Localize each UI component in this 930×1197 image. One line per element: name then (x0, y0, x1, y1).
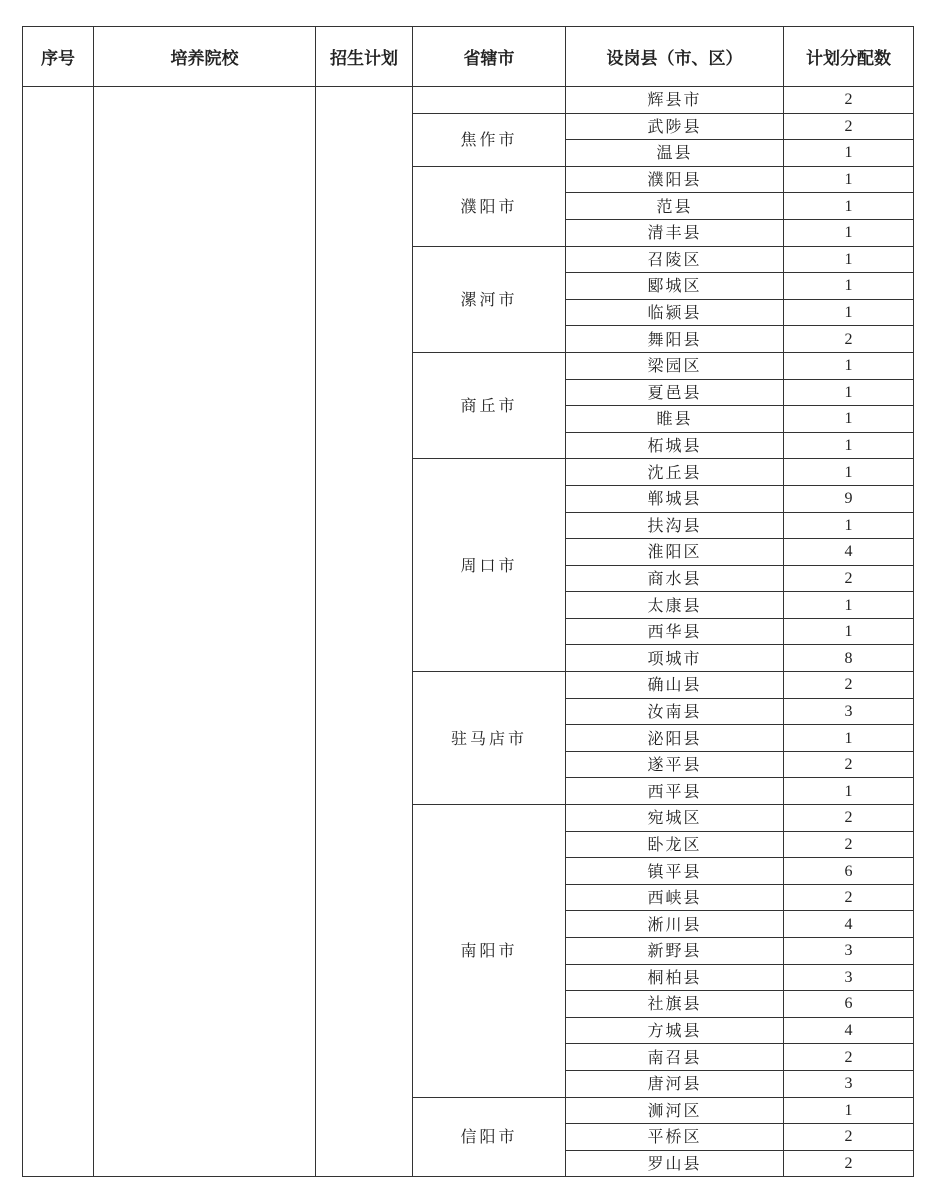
county-cell: 淮阳区 (566, 539, 784, 566)
count-cell: 1 (784, 592, 914, 619)
count-cell: 2 (784, 326, 914, 353)
count-cell: 3 (784, 964, 914, 991)
count-cell: 4 (784, 1017, 914, 1044)
county-cell: 西华县 (566, 618, 784, 645)
count-cell: 1 (784, 273, 914, 300)
count-cell: 2 (784, 884, 914, 911)
count-cell: 1 (784, 725, 914, 752)
county-cell: 西峡县 (566, 884, 784, 911)
county-cell: 淅川县 (566, 911, 784, 938)
count-cell: 9 (784, 485, 914, 512)
count-cell: 1 (784, 778, 914, 805)
county-cell: 临颍县 (566, 299, 784, 326)
count-cell: 2 (784, 1124, 914, 1151)
county-cell: 罗山县 (566, 1150, 784, 1177)
count-cell: 4 (784, 911, 914, 938)
count-cell: 1 (784, 1097, 914, 1124)
count-cell: 3 (784, 1070, 914, 1097)
header-school: 培养院校 (94, 27, 316, 87)
county-cell: 社旗县 (566, 991, 784, 1018)
county-cell: 平桥区 (566, 1124, 784, 1151)
count-cell: 1 (784, 352, 914, 379)
county-cell: 武陟县 (566, 113, 784, 140)
count-cell: 1 (784, 459, 914, 486)
count-cell: 2 (784, 565, 914, 592)
county-cell: 温县 (566, 140, 784, 167)
city-cell (413, 87, 566, 114)
header-county: 设岗县（市、区） (566, 27, 784, 87)
county-cell: 清丰县 (566, 219, 784, 246)
county-cell: 桐柏县 (566, 964, 784, 991)
table-row (23, 87, 914, 114)
header-plan: 招生计划 (316, 27, 413, 87)
count-cell: 1 (784, 140, 914, 167)
count-cell: 1 (784, 166, 914, 193)
city-cell: 南阳市 (413, 805, 566, 1098)
allocation-table (22, 26, 914, 1177)
county-cell: 舞阳县 (566, 326, 784, 353)
county-cell: 宛城区 (566, 805, 784, 832)
county-cell: 商水县 (566, 565, 784, 592)
count-cell: 1 (784, 379, 914, 406)
count-cell: 1 (784, 193, 914, 220)
city-cell: 信阳市 (413, 1097, 566, 1177)
county-cell: 辉县市 (566, 87, 784, 114)
count-cell: 6 (784, 858, 914, 885)
city-cell: 漯河市 (413, 246, 566, 352)
header-row (23, 27, 914, 87)
county-cell: 西平县 (566, 778, 784, 805)
county-cell: 召陵区 (566, 246, 784, 273)
count-cell: 2 (784, 87, 914, 114)
county-cell: 唐河县 (566, 1070, 784, 1097)
county-cell: 扶沟县 (566, 512, 784, 539)
county-cell: 方城县 (566, 1017, 784, 1044)
county-cell: 郾城区 (566, 273, 784, 300)
school-cell (94, 87, 316, 1177)
city-cell: 濮阳市 (413, 166, 566, 246)
county-cell: 沈丘县 (566, 459, 784, 486)
county-cell: 卧龙区 (566, 831, 784, 858)
county-cell: 泌阳县 (566, 725, 784, 752)
county-cell: 新野县 (566, 938, 784, 965)
county-cell: 确山县 (566, 672, 784, 699)
county-cell: 睢县 (566, 406, 784, 433)
county-cell: 项城市 (566, 645, 784, 672)
count-cell: 3 (784, 938, 914, 965)
count-cell: 3 (784, 698, 914, 725)
county-cell: 郸城县 (566, 485, 784, 512)
count-cell: 2 (784, 113, 914, 140)
county-cell: 范县 (566, 193, 784, 220)
county-cell: 镇平县 (566, 858, 784, 885)
header-serial: 序号 (23, 27, 94, 87)
county-cell: 遂平县 (566, 751, 784, 778)
county-cell: 浉河区 (566, 1097, 784, 1124)
county-cell: 南召县 (566, 1044, 784, 1071)
count-cell: 2 (784, 751, 914, 778)
count-cell: 2 (784, 831, 914, 858)
county-cell: 太康县 (566, 592, 784, 619)
city-cell: 商丘市 (413, 352, 566, 458)
city-cell: 周口市 (413, 459, 566, 672)
count-cell: 1 (784, 618, 914, 645)
count-cell: 1 (784, 219, 914, 246)
county-cell: 濮阳县 (566, 166, 784, 193)
count-cell: 6 (784, 991, 914, 1018)
count-cell: 1 (784, 299, 914, 326)
count-cell: 1 (784, 512, 914, 539)
count-cell: 4 (784, 539, 914, 566)
county-cell: 夏邑县 (566, 379, 784, 406)
count-cell: 1 (784, 406, 914, 433)
count-cell: 1 (784, 246, 914, 273)
county-cell: 梁园区 (566, 352, 784, 379)
city-cell: 驻马店市 (413, 672, 566, 805)
serial-cell (23, 87, 94, 1177)
city-cell: 焦作市 (413, 113, 566, 166)
count-cell: 8 (784, 645, 914, 672)
count-cell: 2 (784, 672, 914, 699)
count-cell: 2 (784, 1150, 914, 1177)
county-cell: 柘城县 (566, 432, 784, 459)
count-cell: 2 (784, 1044, 914, 1071)
count-cell: 1 (784, 432, 914, 459)
header-city: 省辖市 (413, 27, 566, 87)
county-cell: 汝南县 (566, 698, 784, 725)
plan-cell (316, 87, 413, 1177)
count-cell: 2 (784, 805, 914, 832)
header-count: 计划分配数 (784, 27, 914, 87)
